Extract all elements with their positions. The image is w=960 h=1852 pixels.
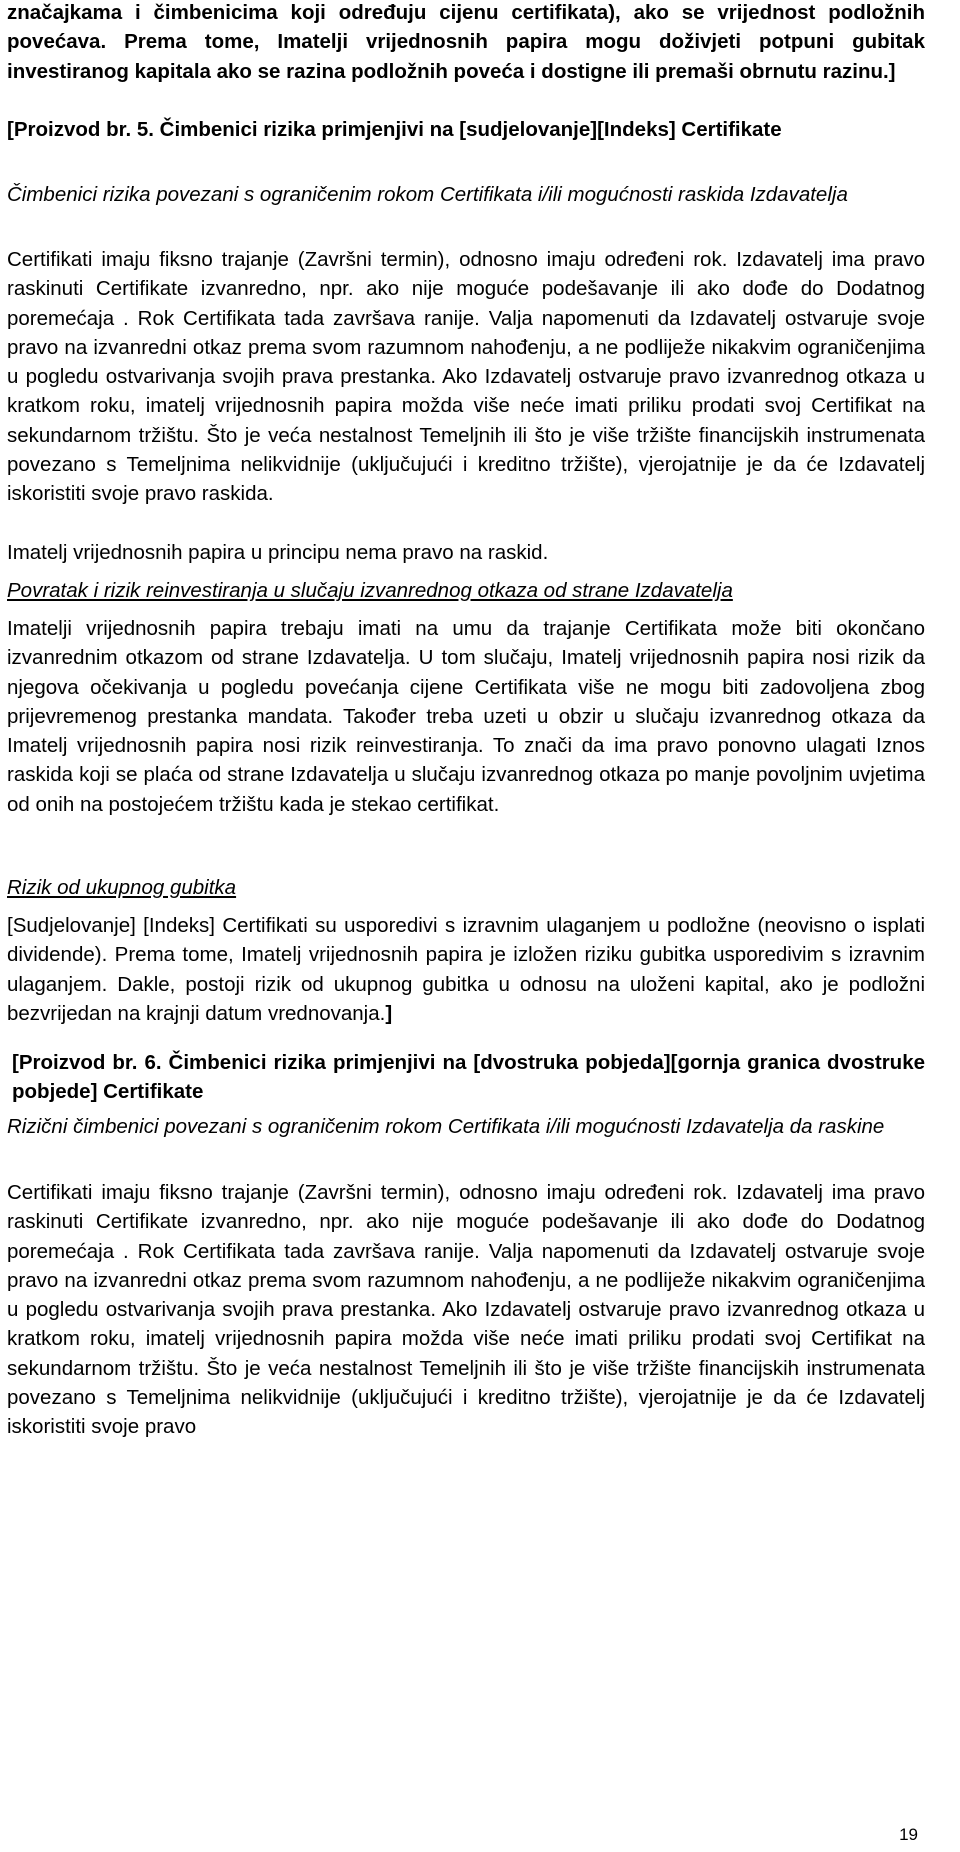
page-number: 19 [899, 1825, 918, 1844]
product-6-subheading: Rizični čimbenici povezani s ograničenim rokom Certifikata i/ili mogućnosti Izdavatelja da raskine [7, 1115, 885, 1138]
reinvest-heading: Povratak i rizik reinvestiranja u slučaju izvanrednog otkaza od strane Izdavatelja [7, 579, 733, 602]
product-5-heading: [Proizvod br. 5. Čimbenici rizika primjenjivi na [sudjelovanje][Indeks] Certifikate [7, 118, 782, 141]
product-6-heading: [Proizvod br. 6. Čimbenici rizika primjenjivi na [dvostruka pobjeda][gornja granica dvostruke pobjede] Certifikate [12, 1051, 925, 1104]
intro-paragraph: značajkama i čimbenicima koji određuju cijenu certifikata), ako se vrijednost podložnih povećava. Prema tome, Imatelji vrijednosnih papira mogu doživjeti potpuni gubitak investiranog kapitala ako se razina podložnih poveća i dostigne ili premaši obrnutu razinu.] [7, 1, 925, 83]
no-right-paragraph: Imatelj vrijednosnih papira u principu nema pravo na raskid. [7, 541, 549, 564]
product-5-subheading: Čimbenici rizika povezani s ograničenim rokom Certifikata i/ili mogućnosti raskida Izdavatelja [7, 183, 848, 206]
total-loss-heading: Rizik od ukupnog gubitka [7, 876, 237, 899]
reinvest-paragraph: Imatelji vrijednosnih papira trebaju imati na umu da trajanje Certifikata može biti okončano izvanrednim otkazom od strane Izdavatelja. U tom slučaju, Imatelj vrijednosnih papira nosi rizik da njegova očekivanja u pogledu povećanja cijene Certifikata više ne mogu biti zadovoljena zbog prijevremenog prestanka mandata. Također treba uzeti u obzir u slučaju izvanrednog otkaza da Imatelj vrijednosnih papira nosi rizik reinvestiranja. To znači da ima pravo ponovno ulagati Iznos raskida koji se plaća od strane Izdavatelja u slučaju izvanrednog otkaza po manje povoljnim uvjetima od onih na postojećem tržištu kada je stekao certifikat. [7, 617, 925, 816]
total-loss-bracket: ] [385, 1001, 393, 1025]
total-loss-paragraph [7, 911, 925, 1028]
term-paragraph-2: Certifikati imaju fiksno trajanje (Završni termin), odnosno imaju određeni rok. Izdavatelj ima pravo raskinuti Certifikate izvanredno, npr. ako nije moguće podešavanje ili ako dođe do Dodatnog poremećaja . Rok Certifikata tada završava ranije. Valja napomenuti da Izdavatelj ostvaruje svoje pravo na izvanredni otkaz prema svom razumnom nahođenju, a ne podliježe nikakvim ograničenjima u pogledu ostvarivanja svojih prava prestanka. Ako Izdavatelj ostvaruje pravo izvanrednog otkaza u kratkom roku, imatelj vrijednosnih papira možda više neće imati priliku prodati svoj Certifikat na sekundarnom tržištu. Što je veća nestalnost Temeljnih ili što je više tržište financijskih instrumenata povezano s Temeljnima nelikvidnije (uključujući i kreditno tržište), vjerojatnije je da će Izdavatelj iskoristiti svoje pravo [7, 1181, 925, 1439]
total-loss-text: [Sudjelovanje] [Indeks] Certifikati su usporedivi s izravnim ulaganjem u podložne (neovisno o isplati dividende). Prema tome, Imatelj vrijednosnih papira je izložen riziku gubitka usporedivim s izravnim ulaganjem. Dakle, postoji rizik od ukupnog gubitka u odnosu na uloženi kapital, ako je podložni bezvrijedan na krajnji datum vrednovanja. [7, 914, 925, 1025]
term-paragraph-1: Certifikati imaju fiksno trajanje (Završni termin), odnosno imaju određeni rok. Izdavatelj ima pravo raskinuti Certifikate izvanredno, npr. ako nije moguće podešavanje ili ako dođe do Dodatnog poremećaja . Rok Certifikata tada završava ranije. Valja napomenuti da Izdavatelj ostvaruje svoje pravo na izvanredni otkaz prema svom razumnom nahođenju, a ne podliježe nikakvim ograničenjima u pogledu ostvarivanja svojih prava prestanka. Ako Izdavatelj ostvaruje pravo izvanrednog otkaza u kratkom roku, imatelj vrijednosnih papira možda više neće imati priliku prodati svoj Certifikat na sekundarnom tržištu. Što je veća nestalnost Temeljnih ili što je više tržište financijskih instrumenata povezano s Temeljnima nelikvidnije (uključujući i kreditno tržište), vjerojatnije je da će Izdavatelj iskoristiti svoje pravo raskida. [7, 248, 925, 506]
